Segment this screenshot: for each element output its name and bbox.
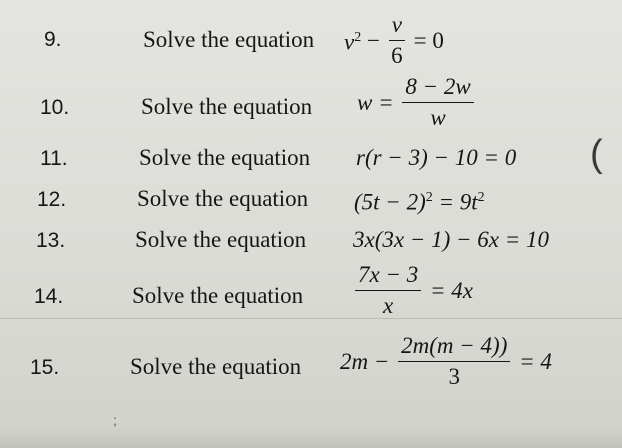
eq-fraction	[402, 74, 473, 131]
divider-line	[0, 318, 622, 319]
fraction-numerator: v	[389, 12, 405, 41]
eq-lhs: (5t − 2)	[354, 189, 426, 215]
problem-number: 14.	[34, 285, 64, 308]
fraction-denominator: w	[430, 105, 446, 130]
eq-minus: −	[366, 27, 380, 53]
problem-prompt: Solve the equation	[141, 94, 313, 119]
eq-lhs: w =	[357, 89, 394, 115]
eq-fraction	[389, 12, 405, 69]
problem-prompt: Solve the equation	[132, 283, 304, 308]
equation	[340, 333, 552, 390]
fraction-numerator: 8 − 2w	[402, 74, 473, 103]
eq-mid: = 9t	[432, 189, 478, 215]
problem-prompt: Solve the equation	[130, 354, 302, 379]
fraction-numerator: 7x − 3	[355, 262, 421, 291]
problem-number: 10.	[40, 96, 70, 119]
fraction-numerator: 2m(m − 4))	[398, 333, 510, 362]
equation	[344, 12, 444, 69]
problem-prompt: Solve the equation	[137, 186, 309, 211]
fraction-denominator: x	[383, 293, 394, 318]
problem-number: 12.	[37, 188, 67, 211]
equation	[357, 74, 477, 131]
problem-prompt: Solve the equation	[135, 227, 307, 252]
problem-number: 13.	[36, 229, 66, 252]
eq-exponent: 2	[354, 30, 362, 46]
problem-number: 9.	[44, 28, 62, 51]
eq-rhs: = 4x	[429, 277, 473, 303]
eq-lhs-exponent: 2	[425, 190, 433, 205]
equation: r(r − 3) − 10 = 0	[356, 145, 517, 170]
equation: 3x(3x − 1) − 6x = 10	[353, 227, 550, 252]
equation	[352, 262, 473, 319]
eq-rhs-exponent: 2	[477, 190, 485, 205]
fraction-denominator: 6	[391, 43, 403, 68]
eq-base: v	[344, 29, 355, 55]
problem-number: 11.	[40, 147, 68, 170]
eq-rhs: = 0	[413, 27, 444, 53]
bracket-mark: (	[590, 133, 603, 175]
eq-fraction	[398, 333, 510, 390]
eq-lhs: 2m −	[340, 348, 390, 374]
page-shadow	[0, 428, 622, 448]
eq-rhs: = 4	[519, 348, 552, 374]
problem-prompt: Solve the equation	[143, 27, 315, 52]
fraction-denominator: 3	[448, 364, 460, 389]
problem-prompt: Solve the equation	[139, 145, 311, 170]
equation	[354, 185, 485, 216]
tick-mark: ;	[113, 412, 117, 428]
problem-number: 15.	[30, 356, 60, 379]
eq-fraction	[355, 262, 421, 319]
